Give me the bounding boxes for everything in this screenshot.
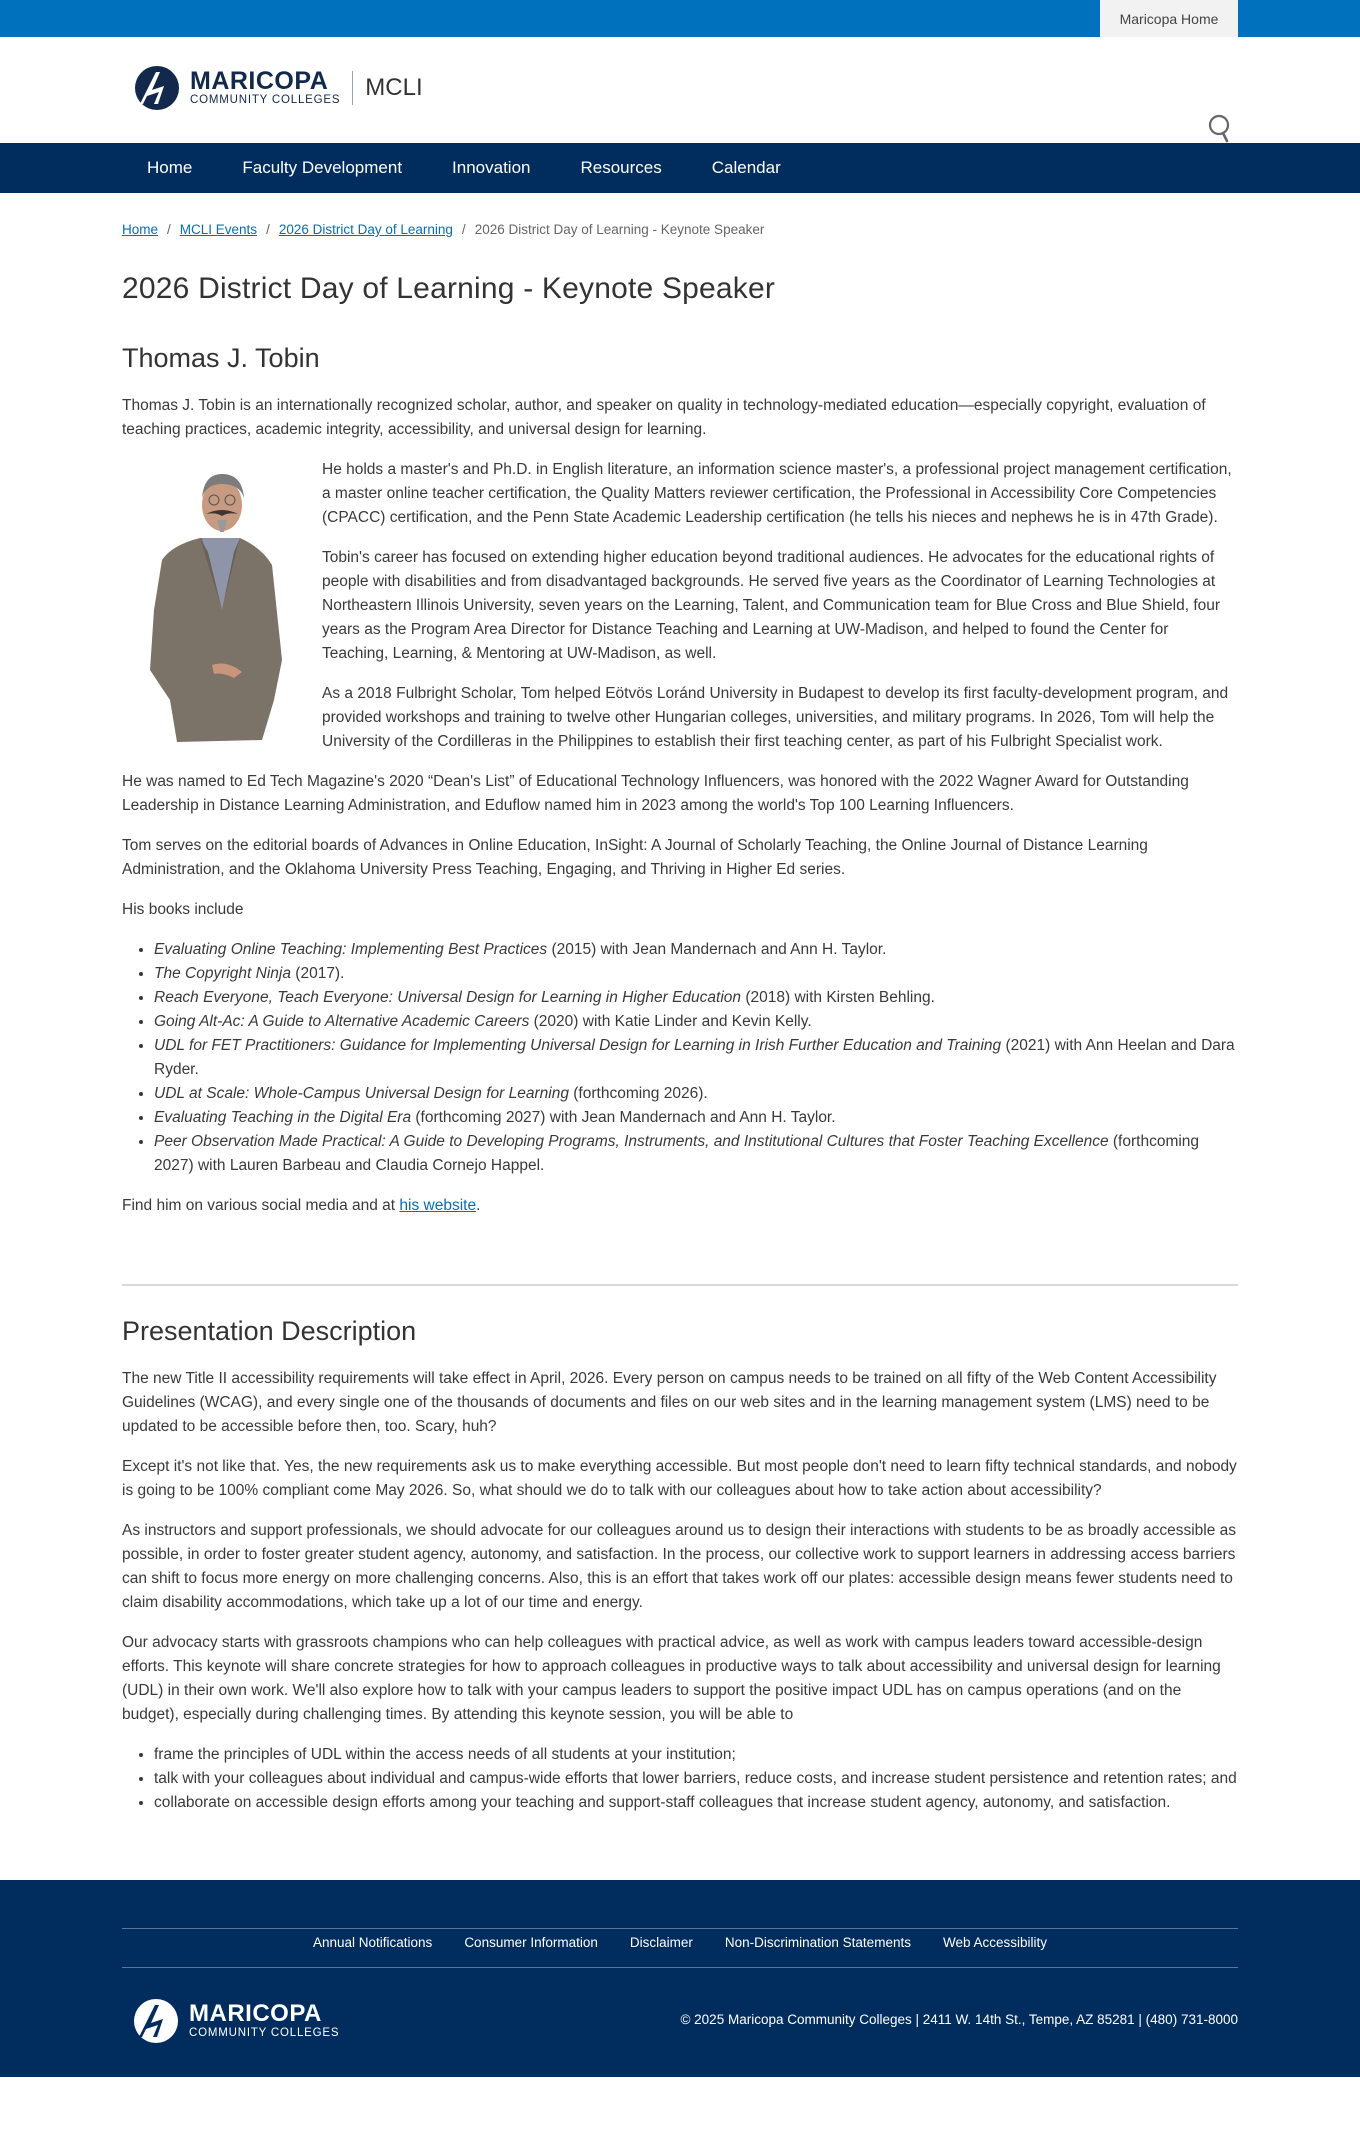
book-item — [154, 962, 1238, 986]
book-details: (2020) with Katie Linder and Kevin Kelly. — [529, 1013, 812, 1030]
breadcrumb-mcli-events[interactable]: MCLI Events — [179, 222, 258, 237]
breadcrumb-separator: / — [266, 222, 270, 237]
speaker-bio-paragraph: Tom serves on the editorial boards of Advances in Online Education, InSight: A Journal of Scholarly Teaching, the Online Journal of Distance Learning Administration, and the Oklahoma University Press Teaching, Engaging, and Thriving in Higher Ed series. — [122, 837, 1148, 878]
book-details: (forthcoming 2027) with Lauren Barbeau and Claudia Cornejo Happel. — [154, 1133, 1200, 1174]
breadcrumb-separator: / — [167, 222, 171, 237]
footer-link-non-discrimination[interactable]: Non-Discrimination Statements — [724, 1935, 911, 1950]
book-item — [154, 1130, 1238, 1178]
find-him-text — [122, 1194, 1238, 1218]
presentation-paragraph: Except it's not like that. Yes, the new requirements ask us to make everything accessible. But most people don't need to learn fifty technical standards, and nobody is going to be 100% compliant come May 2026. So, what should we do to talk with our colleagues about how to take action about accessibility? — [122, 1458, 1237, 1499]
breadcrumb-district-day[interactable]: 2026 District Day of Learning — [278, 222, 453, 237]
main-content — [122, 193, 1238, 1815]
book-details: (forthcoming 2026). — [568, 1085, 708, 1102]
footer-logo-subtitle: COMMUNITY COLLEGES — [189, 2027, 340, 2039]
maricopa-home-link[interactable]: Maricopa Home — [1100, 0, 1238, 37]
site-name: MCLI — [365, 74, 423, 101]
nav-calendar[interactable]: Calendar — [711, 158, 781, 177]
breadcrumb — [122, 222, 1238, 237]
nav-resources[interactable]: Resources — [580, 158, 662, 177]
footer-link-web-accessibility[interactable]: Web Accessibility — [942, 1935, 1048, 1950]
speaker-bio-paragraph: As a 2018 Fulbright Scholar, Tom helped Eötvös Loránd University in Budapest to develop its first faculty-development program, and provided workshops and training to twelve other Hungarian colleges, universities, and military programs. In 2026, Tom will help the University of the Cordilleras in the Philippines to establish their first teaching center, as part of his Fulbright Specialist work. — [322, 685, 1229, 750]
learning-outcomes-list — [154, 1743, 1238, 1815]
footer-logo[interactable] — [133, 1997, 339, 2045]
book-title: Reach Everyone, Teach Everyone: Universal Design for Learning in Higher Education — [154, 989, 742, 1006]
nav-faculty-development[interactable]: Faculty Development — [242, 158, 403, 177]
speaker-intro: Thomas J. Tobin is an internationally recognized scholar, author, and speaker on quality in technology-mediated education—especially copyright, evaluation of teaching practices, academic integrity, accessibility, and universal design for learning. — [122, 397, 1206, 438]
speaker-photo — [122, 460, 302, 750]
book-title: Going Alt-Ac: A Guide to Alternative Academic Careers — [154, 1013, 530, 1030]
book-title: UDL for FET Practitioners: Guidance for Implementing Universal Design for Learning in Irish Further Education and Training — [154, 1037, 1002, 1054]
presentation-paragraph: Our advocacy starts with grassroots champions who can help colleagues with practical advice, as well as work with campus leaders toward accessible-design efforts. This keynote will share concrete strategies for how to approach colleagues in productive ways to talk about accessibility and universal design for learning (UDL) in their own work. We'll also explore how to talk with your campus leaders to support the positive impact UDL has on campus operations (and on the budget), especially during challenging times. By attending this keynote session, you will be able to — [122, 1634, 1221, 1723]
presentation-paragraph: As instructors and support professionals, we should advocate for our colleagues around us to design their interactions with students to be as broadly accessible as possible, in order to foster greater student agency, autonomy, and satisfaction. In the process, our collective work to support learners in addressing access barriers can shift to focus more energy on more challenging concerns. Also, this is an effort that takes work off our plates: accessible design means fewer students need to claim disability accommodations, which take up a lot of our time and energy. — [122, 1522, 1237, 1611]
footer-link-consumer-information[interactable]: Consumer Information — [464, 1935, 598, 1950]
book-title: UDL at Scale: Whole-Campus Universal Design for Learning — [154, 1085, 569, 1102]
speaker-bio-paragraph: He was named to Ed Tech Magazine's 2020 “Dean's List” of Educational Technology Influencers, was honored with the 2022 Wagner Award for Outstanding Leadership in Distance Learning Administration, and Eduflow named him in 2023 among the world's Top 100 Learning Influencers. — [122, 773, 1189, 814]
book-details: (2017). — [290, 965, 345, 982]
presentation-heading: Presentation Description — [122, 1316, 417, 1346]
speaker-name: Thomas J. Tobin — [122, 343, 320, 373]
book-title: Peer Observation Made Practical: A Guide to Developing Programs, Instruments, and Institutional Cultures that Foster Teaching Excellence — [154, 1133, 1109, 1150]
footer-rule-top — [122, 1928, 1238, 1929]
book-title: Evaluating Online Teaching: Implementing Best Practices — [154, 941, 548, 958]
speaker-portrait-image — [122, 460, 302, 750]
logo-name: MARICOPA — [190, 67, 329, 95]
breadcrumb-current: 2026 District Day of Learning - Keynote Speaker — [474, 222, 765, 237]
footer-logo-name: MARICOPA — [189, 2000, 322, 2027]
nav-innovation[interactable]: Innovation — [452, 158, 531, 177]
footer-logo-wordmark — [189, 2002, 339, 2040]
presentation-paragraph: The new Title II accessibility requirements will take effect in April, 2026. Every person on campus needs to be trained on all fifty of the Web Content Accessibility Guidelines (WCAG), and every single one of the thousands of documents and files on our web sites and in the learning management system (LMS) need to be updated to be accessible before then, too. Scary, huh? — [122, 1370, 1217, 1435]
books-intro: His books include — [122, 901, 244, 918]
outcome-item: • collaborate on accessible design efforts among your teaching and support-staff colleagues that increase student agency, autonomy, and satisfaction. — [154, 1791, 1238, 1815]
outcome-item: • frame the principles of UDL within the access needs of all students at your institution; — [154, 1743, 1238, 1767]
speaker-bio-paragraph: He holds a master's and Ph.D. in English literature, an information science master's, a professional project management certification, a master online teacher certification, the Quality Matters reviewer certification, the Professional in Accessibility Core Competencies (CPACC) certification, and the Penn State Academic Leadership certification (he tells his nieces and nephews he is in 47th Grade). — [322, 461, 1232, 526]
section-divider — [122, 1284, 1238, 1286]
book-title: The Copyright Ninja — [154, 965, 291, 982]
book-item — [154, 938, 1238, 962]
outcome-item: • talk with your colleagues about individual and campus-wide efforts that lower barriers, reduce costs, and increase student persistence and retention rates; and — [154, 1767, 1238, 1791]
footer-copyright: © 2025 Maricopa Community Colleges | 2411 W. 14th St., Tempe, AZ 85281 | (480) 731-8000 — [680, 2012, 1238, 2027]
book-item — [154, 986, 1238, 1010]
logo-subtitle: COMMUNITY COLLEGES — [190, 94, 341, 106]
search-icon — [1206, 113, 1236, 143]
utility-bar — [0, 0, 1360, 37]
maricopa-logo-icon — [134, 64, 180, 112]
book-details: (2015) with Jean Mandernach and Ann H. Taylor. — [547, 941, 887, 958]
speaker-bio-paragraph: Tobin's career has focused on extending higher education beyond traditional audiences. He advocates for the educational rights of people with disabilities and from disadvantaged backgrounds. He served five years as the Coordinator of Learning Technologies at Northeastern Illinois University, seven years on the Learning, Talent, and Communication team for Blue Cross and Blue Shield, four years as the Program Area Director for Distance Teaching and Learning at UW-Madison, and helped to found the Center for Teaching, Learning, & Mentoring at UW-Madison, as well. — [322, 549, 1221, 662]
nav-home[interactable]: Home — [147, 158, 193, 177]
his-website-link[interactable]: his website — [399, 1197, 477, 1214]
book-item — [154, 1034, 1238, 1082]
site-logo[interactable] — [134, 64, 423, 112]
logo-separator — [352, 71, 353, 105]
breadcrumb-separator: / — [461, 222, 466, 237]
page-title: 2026 District Day of Learning - Keynote Speaker — [122, 272, 776, 305]
maricopa-logo-icon — [133, 1997, 179, 2045]
book-details: (forthcoming 2027) with Jean Mandernach and Ann H. Taylor. — [411, 1109, 836, 1126]
find-him-prefix: Find him on various social media and at — [122, 1197, 400, 1214]
book-title: Evaluating Teaching in the Digital Era — [154, 1109, 412, 1126]
main-navigation — [0, 143, 1360, 193]
footer-link-disclaimer[interactable]: Disclaimer — [629, 1935, 693, 1950]
search-button[interactable] — [1206, 113, 1236, 143]
footer-links — [122, 1935, 1238, 1950]
book-item — [154, 1010, 1238, 1034]
breadcrumb-home[interactable]: Home — [122, 222, 159, 237]
logo-wordmark — [190, 69, 340, 107]
book-item — [154, 1082, 1238, 1106]
footer-rule-bottom — [122, 1967, 1238, 1968]
book-details: (2018) with Kirsten Behling. — [741, 989, 935, 1006]
book-item — [154, 1106, 1238, 1130]
site-header — [0, 37, 1360, 143]
books-list — [154, 938, 1238, 1178]
book-details: (2021) with Ann Heelan and Dara Ryder. — [154, 1037, 1235, 1078]
footer-link-annual-notifications[interactable]: Annual Notifications — [312, 1935, 433, 1950]
site-footer — [0, 1880, 1360, 2077]
find-him-suffix: . — [476, 1197, 481, 1214]
